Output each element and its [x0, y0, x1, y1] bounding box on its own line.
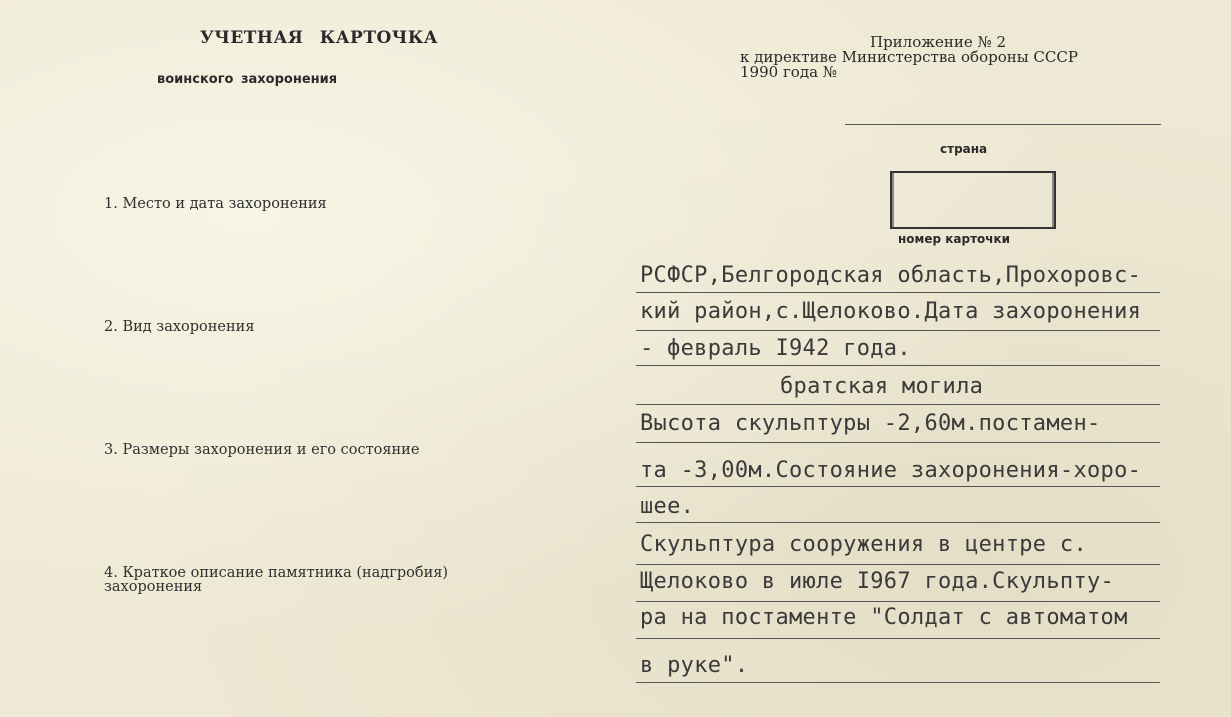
- card-number-box: [890, 171, 1056, 229]
- field-rule: [636, 365, 1160, 366]
- field-rule: [636, 682, 1160, 683]
- typed-line: Щелоково в июле I967 года.Скульпту-: [640, 569, 1115, 594]
- typed-line: братская могила: [780, 374, 984, 399]
- appendix-note: [740, 35, 1078, 80]
- field-rule: [636, 522, 1160, 523]
- card-subtitle: воинского захоронения: [157, 72, 338, 87]
- typed-line: Скульптура сооружения в центре с.: [640, 532, 1087, 557]
- country-label: страна: [940, 142, 988, 156]
- appendix-line-1: Приложение № 2: [870, 33, 1007, 51]
- field-rule: [636, 564, 1160, 565]
- typed-line: ра на постаменте "Солдат с автоматом: [640, 605, 1128, 630]
- appendix-line-2: к директиве Министерства обороны СССР: [740, 48, 1078, 66]
- typed-line: - февраль I942 года.: [640, 336, 911, 361]
- field-rule: [636, 404, 1160, 405]
- field-label-burial-type: 2. Вид захоронения: [104, 319, 255, 335]
- country-field-line: [845, 124, 1161, 125]
- field-label-description: [104, 566, 448, 594]
- typed-line: РСФСР,Белгородская область,Прохоровс-: [640, 263, 1142, 288]
- card-number-label: номер карточки: [898, 232, 1011, 246]
- field-rule: [636, 601, 1160, 602]
- card-title: УЧЕТНАЯ КАРТОЧКА: [200, 28, 439, 48]
- field-rule: [636, 330, 1160, 331]
- field-rule: [636, 292, 1160, 293]
- field-label-place-date: 1. Место и дата захоронения: [104, 196, 327, 212]
- field-rule: [636, 638, 1160, 639]
- typed-line: Высота скульптуры -2,60м.постамен-: [640, 411, 1101, 436]
- typed-line: кий район,с.Щелоково.Дата захоронения: [640, 299, 1142, 324]
- typed-line: в руке".: [640, 653, 749, 678]
- field-rule: [636, 486, 1160, 487]
- field-rule: [636, 442, 1160, 443]
- field-label-description-line-2: захоронения: [104, 579, 203, 595]
- field-label-size-state: 3. Размеры захоронения и его состояние: [104, 442, 420, 458]
- typed-line: та -3,00м.Состояние захоронения-хоро-: [640, 458, 1142, 483]
- appendix-line-3: 1990 года №: [740, 63, 837, 81]
- field-label-description-line-1: 4. Краткое описание памятника (надгробия): [104, 565, 449, 581]
- typed-line: шее.: [640, 494, 695, 519]
